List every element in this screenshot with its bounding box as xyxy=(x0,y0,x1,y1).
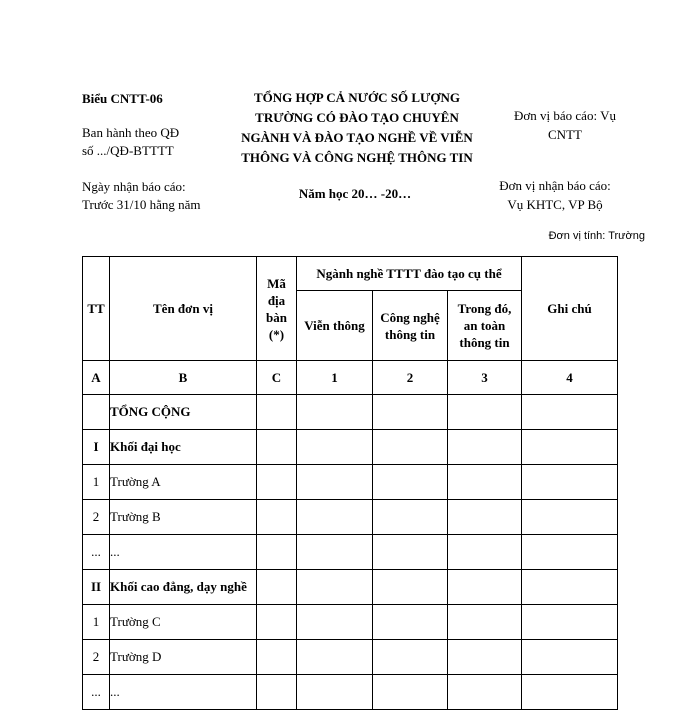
code-cell: 1 xyxy=(297,361,373,395)
data-cell[interactable] xyxy=(297,535,373,570)
data-cell[interactable] xyxy=(257,465,297,500)
data-cell[interactable] xyxy=(373,395,448,430)
data-cell[interactable] xyxy=(448,605,522,640)
data-cell[interactable] xyxy=(373,570,448,605)
table-row xyxy=(83,500,618,535)
calc-unit: Đơn vị tính: Trường xyxy=(548,230,645,242)
data-cell[interactable] xyxy=(257,605,297,640)
row-tt: ... xyxy=(83,675,110,710)
row-name: ... xyxy=(110,535,257,570)
data-cell[interactable] xyxy=(522,465,618,500)
data-cell[interactable] xyxy=(448,430,522,465)
data-cell[interactable] xyxy=(522,430,618,465)
it-line-1: Công nghệ xyxy=(380,309,440,325)
data-cell[interactable] xyxy=(297,500,373,535)
row-name: Trường C xyxy=(110,605,257,640)
table-row xyxy=(83,465,618,500)
row-name: Khối cao đẳng, dạy nghề xyxy=(110,570,257,605)
report-table xyxy=(82,256,618,710)
header-name: Tên đơn vị xyxy=(110,257,257,361)
table-row xyxy=(83,640,618,675)
row-tt: 1 xyxy=(83,465,110,500)
issued-line-1: Ban hành theo QĐ xyxy=(82,125,180,140)
table-row xyxy=(83,535,618,570)
table-row xyxy=(83,430,618,465)
reporting-unit-line-1: Đơn vị báo cáo: Vụ xyxy=(514,108,616,123)
row-tt: ... xyxy=(83,535,110,570)
data-cell[interactable] xyxy=(448,675,522,710)
data-cell[interactable] xyxy=(257,570,297,605)
data-cell[interactable] xyxy=(257,430,297,465)
code-cell: B xyxy=(110,361,257,395)
data-cell[interactable] xyxy=(297,395,373,430)
data-cell[interactable] xyxy=(373,605,448,640)
security-line-1: Trong đó, xyxy=(457,301,512,316)
school-year: Năm học 20… -20… xyxy=(298,186,412,201)
row-name: Trường B xyxy=(110,500,257,535)
area-code-line-1: Mã xyxy=(267,275,286,291)
code-cell: 2 xyxy=(373,361,448,395)
header-area-code xyxy=(257,257,297,361)
title-line-1: TỔNG HỢP CẢ NƯỚC SỐ LƯỢNG xyxy=(254,90,460,105)
code-cell: 4 xyxy=(522,361,618,395)
it-line-2: thông tin xyxy=(384,326,436,342)
received-date xyxy=(82,178,201,214)
data-cell[interactable] xyxy=(522,640,618,675)
row-tt xyxy=(83,395,110,430)
row-tt: I xyxy=(83,430,110,465)
area-code-line-3: bàn xyxy=(266,309,287,325)
row-tt: 1 xyxy=(83,605,110,640)
row-name: Khối đại học xyxy=(110,430,257,465)
data-cell[interactable] xyxy=(257,535,297,570)
data-cell[interactable] xyxy=(522,570,618,605)
header-it xyxy=(373,291,448,361)
row-tt: II xyxy=(83,570,110,605)
data-cell[interactable] xyxy=(448,465,522,500)
title-line-3: NGÀNH VÀ ĐÀO TẠO NGHỀ VỀ VIỄN xyxy=(241,130,473,145)
data-cell[interactable] xyxy=(297,570,373,605)
data-cell[interactable] xyxy=(373,675,448,710)
data-cell[interactable] xyxy=(448,640,522,675)
table-row xyxy=(83,570,618,605)
data-cell[interactable] xyxy=(297,675,373,710)
security-line-3: thông tin xyxy=(459,335,510,350)
data-cell[interactable] xyxy=(448,535,522,570)
data-cell[interactable] xyxy=(522,605,618,640)
table-body xyxy=(83,395,618,710)
form-code xyxy=(82,90,163,108)
data-cell[interactable] xyxy=(373,500,448,535)
data-cell[interactable] xyxy=(448,395,522,430)
area-code-line-2: địa xyxy=(267,292,286,308)
area-code-line-4: (*) xyxy=(268,326,285,342)
header-group: Ngành nghề TTTT đào tạo cụ thể xyxy=(297,257,522,291)
data-cell[interactable] xyxy=(297,430,373,465)
row-name: Trường A xyxy=(110,465,257,500)
issued-line-2: số .../QĐ-BTTTT xyxy=(82,143,174,158)
data-cell[interactable] xyxy=(257,500,297,535)
data-cell[interactable] xyxy=(373,535,448,570)
data-cell[interactable] xyxy=(373,430,448,465)
data-cell[interactable] xyxy=(257,640,297,675)
data-cell[interactable] xyxy=(448,500,522,535)
title-line-4: THÔNG VÀ CÔNG NGHỆ THÔNG TIN xyxy=(241,150,473,165)
receiving-unit-line-1: Đơn vị nhận báo cáo: xyxy=(499,178,611,193)
data-cell[interactable] xyxy=(522,535,618,570)
header-row-1 xyxy=(83,257,618,291)
code-cell: A xyxy=(83,361,110,395)
row-tt: 2 xyxy=(83,500,110,535)
reporting-unit xyxy=(488,106,642,144)
title-line-2: TRƯỜNG CÓ ĐÀO TẠO CHUYÊN xyxy=(255,110,459,125)
header-note: Ghi chú xyxy=(522,257,618,361)
code-cell: 3 xyxy=(448,361,522,395)
issued-by xyxy=(82,124,179,160)
row-name: ... xyxy=(110,675,257,710)
form-code-text: Biểu CNTT-06 xyxy=(82,91,163,106)
header-telecom: Viễn thông xyxy=(297,291,373,361)
receiving-unit-line-2: Vụ KHTC, VP Bộ xyxy=(507,197,603,212)
data-cell[interactable] xyxy=(257,395,297,430)
data-cell[interactable] xyxy=(448,570,522,605)
data-cell[interactable] xyxy=(297,640,373,675)
security-line-2: an toàn xyxy=(463,318,506,333)
data-cell[interactable] xyxy=(373,640,448,675)
data-cell[interactable] xyxy=(522,395,618,430)
data-cell[interactable] xyxy=(257,675,297,710)
reporting-unit-line-2: CNTT xyxy=(548,127,582,142)
header-tt: TT xyxy=(83,257,110,361)
row-name: Trường D xyxy=(110,640,257,675)
header-security xyxy=(448,291,522,361)
received-date-line-2: Trước 31/10 hằng năm xyxy=(82,197,201,212)
data-cell[interactable] xyxy=(297,465,373,500)
table-row xyxy=(83,395,618,430)
table-row xyxy=(83,675,618,710)
code-cell: C xyxy=(257,361,297,395)
row-tt: 2 xyxy=(83,640,110,675)
row-name: TỔNG CỘNG xyxy=(110,395,257,430)
table-row xyxy=(83,605,618,640)
data-cell[interactable] xyxy=(522,500,618,535)
code-row xyxy=(83,361,618,395)
data-cell[interactable] xyxy=(373,465,448,500)
data-cell[interactable] xyxy=(522,675,618,710)
data-cell[interactable] xyxy=(297,605,373,640)
received-date-line-1: Ngày nhận báo cáo: xyxy=(82,179,186,194)
report-title xyxy=(228,88,486,168)
receiving-unit xyxy=(480,176,630,214)
